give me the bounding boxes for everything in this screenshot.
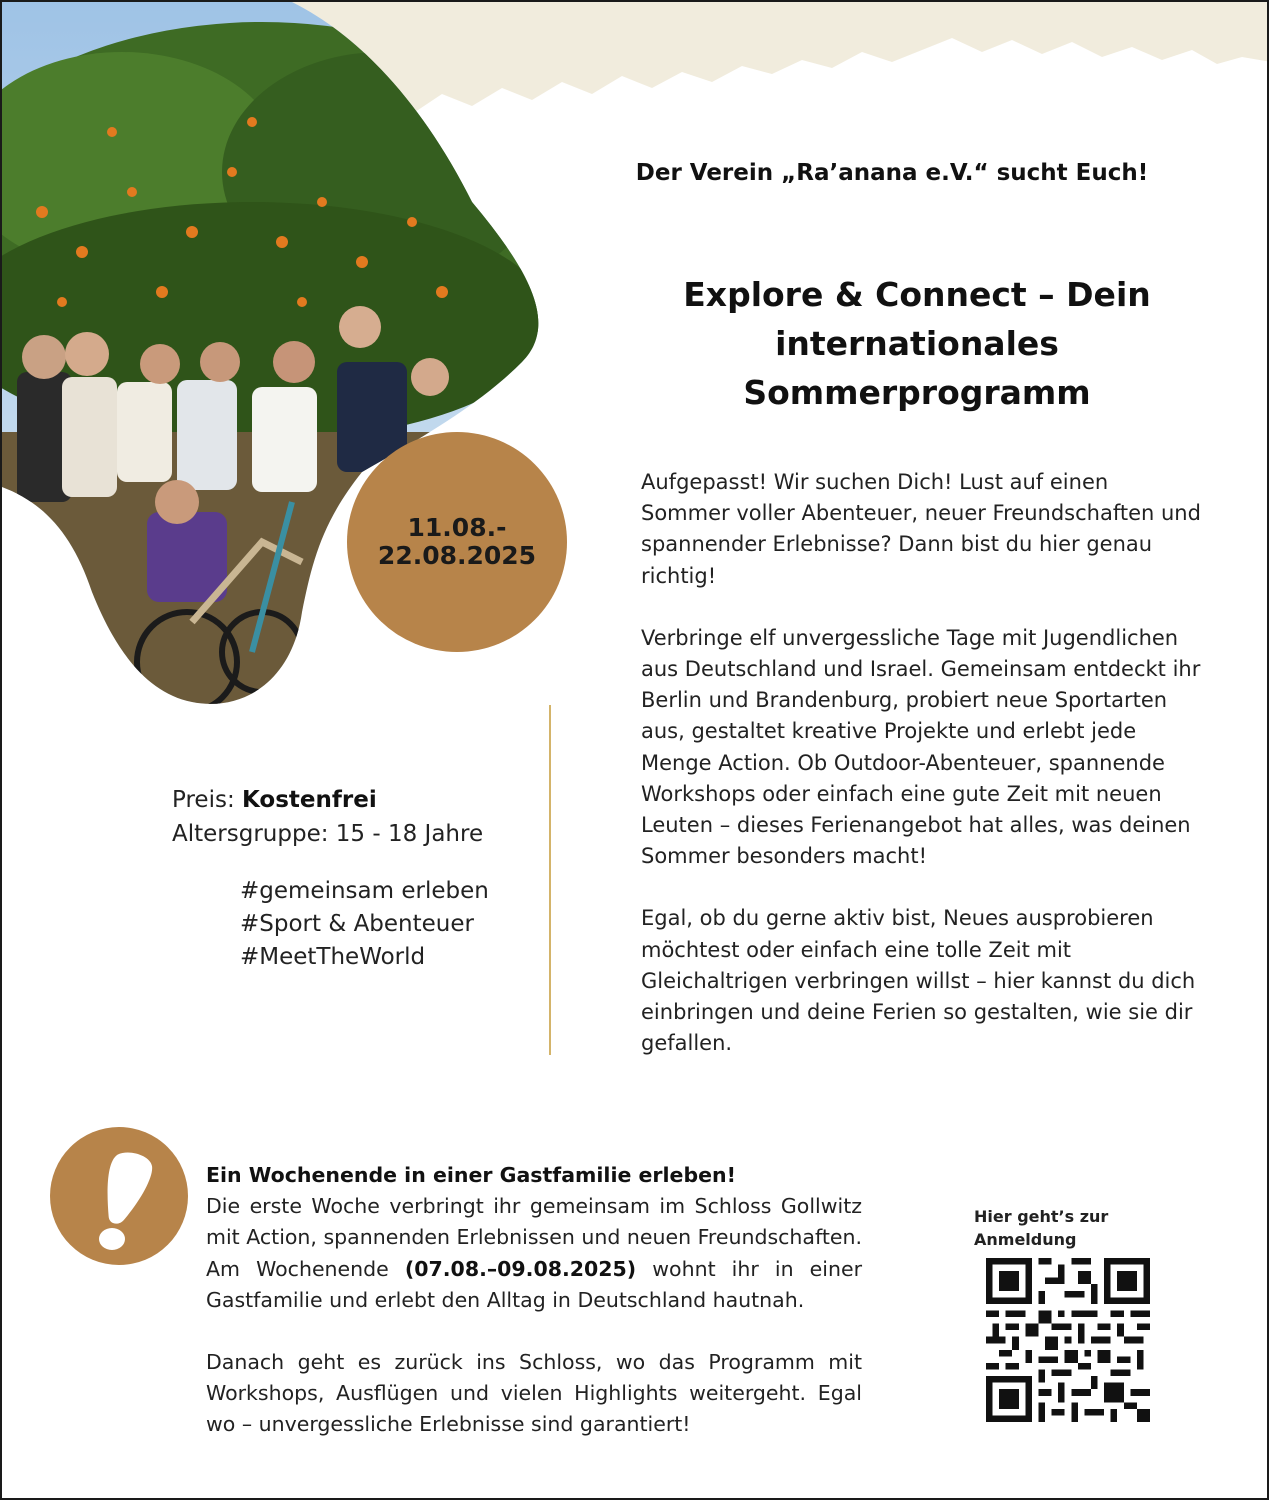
intro-text [641, 467, 1201, 1090]
price-value: Kostenfrei [242, 787, 377, 813]
host-family-paragraph-2: Danach geht es zurück ins Schloss, wo das Programm mit Workshops, Ausflügen und vielen Highlights weitergeht. Egal wo – unvergessliche Erlebnisse sind garantiert! [206, 1350, 862, 1437]
headline [622, 270, 1212, 417]
exclamation-icon [50, 1127, 188, 1265]
host-family-section [206, 1160, 862, 1441]
intro-paragraph-3: Egal, ob du gerne aktiv bist, Neues ausprobieren möchtest oder einfach eine tolle Zeit mit Gleichaltrigen verbringen willst – hier kannst du dich einbringen und deine Ferien so gestalten, wie sie dir gefallen. [641, 906, 1196, 1056]
date-badge [347, 432, 567, 652]
host-family-title: Ein Wochenende in einer Gastfamilie erleben! [206, 1163, 736, 1187]
registration-qr-code[interactable] [986, 1258, 1150, 1422]
price-line [172, 783, 483, 817]
intro-paragraph-1: Aufgepasst! Wir suchen Dich! Lust auf einen Sommer voller Abenteuer, neuer Freundschaften und spannender Erlebnisse? Dann bist du hier genau richtig! [641, 470, 1201, 588]
date-end: 22.08.2025 [377, 541, 537, 570]
registration-label [974, 1205, 1108, 1251]
headline-line-1: Explore & Connect – Dein [683, 275, 1151, 314]
hashtags [240, 875, 489, 974]
host-family-text-1: Die erste Woche verbringt ihr gemeinsam im Schloss Gollwitz mit Action, spannenden Erlebnissen und neuen Freundschaften. Am Wochenende [206, 1194, 862, 1281]
headline-line-3: Sommerprogramm [743, 373, 1091, 412]
headline-line-2: internationales [775, 324, 1059, 363]
hashtag: #Sport & Abenteuer [240, 911, 474, 937]
date-start: 11.08.- [407, 513, 507, 542]
registration-label-line-2: Anmeldung [974, 1230, 1077, 1249]
tagline: Der Verein „Ra’anana e.V.“ sucht Euch! [635, 160, 1149, 186]
price-label: Preis: [172, 787, 242, 813]
host-family-text-2: wohnt ihr in einer Gastfamilie und erlebt den Alltag in Deutschland hautnah. [206, 1256, 862, 1312]
host-family-paragraph-1 [206, 1191, 862, 1316]
hashtag: #MeetTheWorld [240, 944, 426, 970]
hashtag: #gemeinsam erleben [240, 878, 489, 904]
registration-label-line-1: Hier geht’s zur [974, 1207, 1109, 1226]
intro-paragraph-2: Verbringe elf unvergessliche Tage mit Jugendlichen aus Deutschland und Israel. Gemeinsam entdeckt ihr Berlin und Brandenburg, probiert neue Sportarten aus, gestaltet kreative Projekte und erlebt jede Menge Action. Ob Outdoor-Abenteuer, spannende Workshops oder einfach eine gute Zeit mit neuen Leuten – dieses Ferienangebot hat alles, was deinen Sommer besonders macht! [641, 625, 1201, 869]
host-family-date: (07.08.–09.08.2025) [404, 1256, 637, 1281]
program-facts [172, 783, 483, 851]
age-group: Altersgruppe: 15 - 18 Jahre [172, 821, 484, 847]
divider-line [549, 705, 551, 1055]
